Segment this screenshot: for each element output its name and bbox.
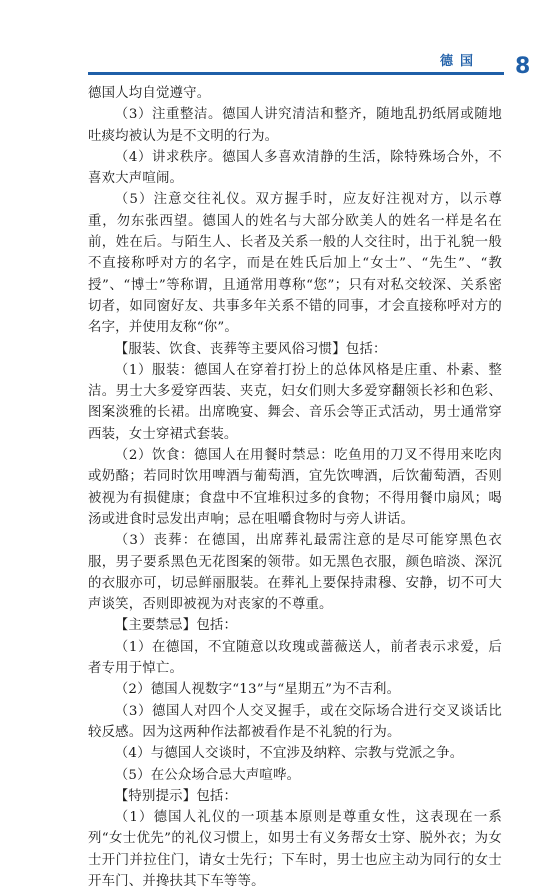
running-head-country: 德国 [440,54,481,69]
paragraph-taboo-noise: （5）在公众场合忌大声喧哗。 [114,767,301,783]
paragraph-cleanliness: （3）注重整洁。德国人讲究清洁和整齐，随地乱扔纸屑或随地吐痰均被认为是不文明的行为。 [88,107,502,144]
header-rule [88,72,504,75]
paragraph-taboo-flowers: （1）在德国，不宜随意以玫瑰或蔷薇送人，前者表示求爱，后者专用于悼亡。 [88,639,502,677]
paragraph-clothing: （1）服装：德国人在穿着打扮上的总体风格是庄重、朴素、整洁。男士大多爱穿西装、夹克，妇女们则大多爱穿翻领长衫和色彩、图案淡雅的长裙。出席晚宴、舞会、音乐会等正式活动，男士通常穿西装，女士穿裙式套装。 [88,362,502,442]
paragraph-taboo-numbers: （2）德国人视数字“13”与“星期五”为不吉利。 [114,682,401,698]
paragraph-funeral: （3）丧葬：在德国，出席葬礼最需注意的是尽可能穿黑色衣服，男子要系黑色无花图案的领带。如无黑色衣服，颜色暗淡、深沉的衣服亦可，切忌鲜丽服装。在葬礼上要保持肃穆、安静，切不可大声谈笑，否则即被视为对丧家的不尊重。 [88,533,502,613]
section-heading-taboos: 【主要禁忌】包括： [114,618,238,634]
section-heading-tips: 【特别提示】包括： [114,788,238,804]
body-text [88,83,502,892]
page-number: 8 [515,54,531,79]
paragraph-taboo-handshake: （3）德国人对四个人交叉握手，或在交际场合进行交叉谈话比较反感。因为这两种作法都被看作是不礼貌的行为。 [88,703,502,740]
page-header [0,0,559,90]
section-heading-customs: 【服装、饮食、丧葬等主要风俗习惯】包括： [114,341,387,357]
paragraph-diet: （2）饮食：德国人在用餐时禁忌：吃鱼用的刀叉不得用来吃肉或奶酪；若同时饮用啤酒与葡萄酒，宜先饮啤酒，后饮葡萄酒，否则被视为有损健康；食盘中不宜堆积过多的食物；不得用餐巾扇风；喝汤或进食时忌发出声响；忌在咀嚼食物时与旁人讲话。 [88,448,502,527]
paragraph-taboo-topics: （4）与德国人交谈时，不宜涉及纳粹、宗教与党派之争。 [114,746,464,762]
paragraph-continued: 德国人均自觉遵守。 [88,86,211,101]
paragraph-etiquette: （5）注意交往礼仪。双方握手时，应友好注视对方，以示尊重，勿东张西望。德国人的姓名与大部分欧美人的姓名一样是名在前，姓在后。与陌生人、长者及关系一般的人交往时，出于礼貌一般不直接称呼对方的名字，而是在姓氏后加上“女士”、“先生”、“教授”、“博士”等称谓，且通常用尊称“您”；只有对私交较深、关系密切者，如同窗好友、共事多年关系不错的同事，才会直接称呼对方的名字，并使用友称“你”。 [88,192,502,336]
paragraph-order: （4）讲求秩序。德国人多喜欢清静的生活，除特殊场合外，不喜欢大声喧闹。 [88,149,502,187]
paragraph-tip-ladies-first: （1）德国人礼仪的一项基本原则是尊重女性，这表现在一系列“女士优先”的礼仪习惯上，如男士有义务帮女士穿、脱外衣；为女士开门并拉住门，请女士先行；下车时，男士也应主动为同行的女士开车门、并搀扶其下车等等。 [88,810,502,889]
